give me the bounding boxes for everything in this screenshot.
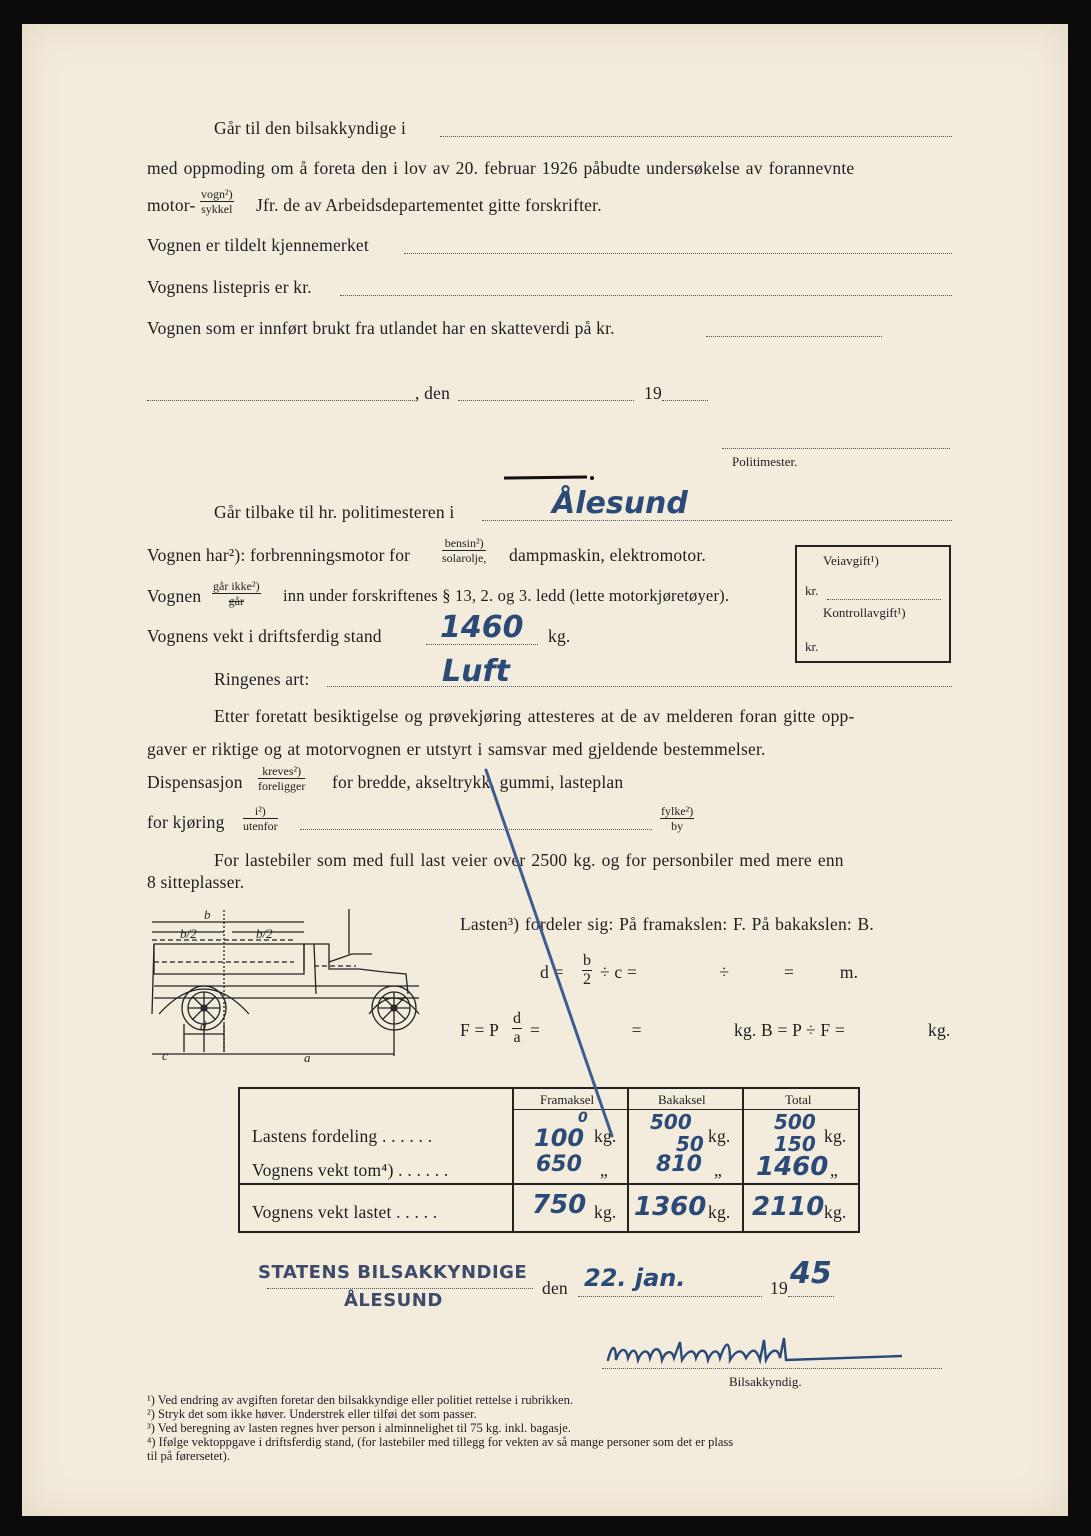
fill-line-place [147, 400, 415, 401]
hw-r3-bak: 1360 [634, 1192, 707, 1222]
stamp-line-2: ÅLESUND [344, 1290, 443, 1311]
kg-r3-fram: kg. [594, 1202, 617, 1222]
document-page [22, 24, 1068, 1516]
kg-r3-tot: kg. [824, 1202, 847, 1222]
hw-r1-fram-top: 0 [578, 1110, 588, 1126]
diagram-label-d: d [200, 1018, 207, 1033]
kg-r1-tot: kg. [824, 1126, 847, 1146]
table-hline-total [238, 1183, 858, 1185]
fraction-kreves-foreligger: kreves²) foreligger [258, 764, 306, 793]
fraction-d-a: $\frac{d}{a}$ [513, 1010, 521, 1046]
hw-r1-bak: 50 [676, 1132, 704, 1156]
label-kr-1: kr. [805, 583, 819, 598]
kg-r1-bak: kg. [708, 1126, 731, 1146]
pen-stroke [472, 764, 632, 1144]
handwritten-alesund: Ålesund [552, 486, 688, 521]
text-bottom-den: den [542, 1278, 568, 1298]
text-line-13: Etter foretatt besiktigelse og prøvekjøring attesteres at de av melderen foran gitte opp- [214, 706, 855, 726]
table-header-framaksel: Framaksel [540, 1092, 595, 1107]
text-line-9b: dampmaskin, elektromotor. [509, 545, 706, 565]
text-line-10a: Vognen [147, 586, 202, 606]
kg-r3-bak: kg. [708, 1202, 731, 1222]
handwritten-vekt: 1460 [440, 610, 524, 645]
fill-line-date [458, 400, 634, 401]
text-line-15b: for bredde, akseltrykk, gummi, lasteplan [332, 772, 624, 792]
diagram-label-a: a [304, 1050, 311, 1064]
fraction-i-utenfor: i²) utenfor [243, 804, 278, 833]
fill-line-skatteverdi [706, 336, 882, 337]
footnote-3: ³) Ved beregning av lasten regnes hver person i alminnelighet til 75 kg. inkl. bagasje. [147, 1421, 571, 1435]
hw-r2-tot: 1460 [756, 1152, 829, 1182]
text-bottom-19: 19 [770, 1278, 788, 1298]
text-kg-end: kg. [928, 1020, 951, 1040]
table-header-bakaksel: Bakaksel [658, 1092, 706, 1107]
hw-year: 45 [790, 1256, 832, 1291]
label-bilsakkyndig: Bilsakkyndig. [729, 1374, 802, 1389]
label-veiavgift: Veiavgift¹) [823, 553, 879, 568]
quote-r2-bak: „ [714, 1160, 722, 1180]
table-row-label-fordeling: Lastens fordeling . . . . . . [252, 1126, 433, 1146]
fill-line-stamp [267, 1288, 533, 1289]
text-line-9a: Vognen har²): forbrenningsmotor for [147, 545, 411, 565]
text-line-12: Ringenes art: [214, 669, 310, 689]
text-line-6: Vognen som er innført brukt fra utlandet har en skatteverdi på kr. [147, 318, 615, 338]
fill-line-signature [602, 1368, 942, 1369]
fill-line-bottom-date [578, 1296, 762, 1297]
text-line-1: Går til den bilsakkyndige i [214, 118, 407, 138]
truck-diagram [144, 904, 444, 1064]
text-line-10b: inn under forskriftenes § 13, 2. og 3. ledd (lette motorkjøretøyer). [283, 586, 730, 605]
hw-r1-bak-top: 500 [650, 1110, 692, 1134]
fraction-bensin-solarolje: bensin²) solarolje, [442, 536, 487, 565]
label-kontrollavgift: Kontrollavgift¹) [823, 605, 906, 620]
text-19: 19 [644, 383, 662, 403]
text-line-2: med oppmoding om å foreta den i lov av 20. februar 1926 påbudte undersøkelse av forannevnte [147, 158, 855, 178]
footnote-4: ⁴) Ifølge vektoppgave i driftsferdig stand, (for lastebiler med tillegg for vekten av så mange personer som det er plass [147, 1435, 734, 1449]
hw-r2-bak: 810 [656, 1152, 702, 1177]
fill-line-kjennemerket [404, 253, 952, 254]
text-line-15a: Dispensasjon [147, 772, 243, 792]
table-header-total: Total [785, 1092, 812, 1107]
fraction-b-2: $\frac{b}{2}$ [583, 952, 591, 988]
footnote-2: ²) Stryk det som ikke høver. Understrek eller tilføi det som passer. [147, 1407, 477, 1421]
handwritten-ringenes: Luft [442, 654, 510, 689]
text-line-17: For lastebiler som med full last veier over 2500 kg. og for personbiler med mere enn [214, 850, 844, 870]
text-kg-b: kg. B = P ÷ F = [734, 1020, 845, 1040]
hw-r3-tot: 2110 [752, 1192, 825, 1222]
label-kr-2: kr. [805, 639, 819, 654]
divider-mark [502, 472, 602, 484]
diagram-label-b2-right: b/2 [256, 926, 273, 941]
text-f-eq: F = P [460, 1020, 500, 1040]
text-d-eq: d = [540, 962, 564, 982]
table-row-label-lastet: Vognens vekt lastet . . . . . [252, 1202, 438, 1222]
text-line-11a: Vognens vekt i driftsferdig stand [147, 626, 382, 646]
hw-r3-fram: 750 [532, 1190, 587, 1220]
quote-r2-tot: „ [830, 1160, 838, 1180]
diagram-label-b2-left: b/2 [180, 926, 197, 941]
fill-line-veiavgift [827, 599, 941, 600]
text-line-14: gaver er riktige og at motorvognen er utstyrt i samsvar med gjeldende bestemmelser. [147, 739, 766, 759]
text-lasten: Lasten³) fordeler sig: På framakslen: F. På bakakslen: B. [460, 914, 874, 934]
text-line-16a: for kjøring [147, 812, 225, 832]
fill-line-ringenes [327, 686, 952, 687]
footnote-1: ¹) Ved endring av avgiften foretar den bilsakkyndige eller politiet rettelse i rubrikken. [147, 1393, 573, 1407]
fee-box [795, 545, 951, 663]
fill-line-politimester [722, 448, 950, 449]
table-row-label-tom: Vognens vekt tom⁴) . . . . . . [252, 1160, 449, 1180]
stamp-line-1: STATENS BILSAKKYNDIGE [258, 1262, 528, 1283]
fill-line-listepris [340, 295, 952, 296]
text-f-rest: = = [530, 1020, 642, 1040]
footnote-4-cont: til på førersetet). [147, 1449, 230, 1463]
kg-r1-fram: kg. [594, 1126, 617, 1146]
hw-date: 22. jan. [584, 1264, 686, 1292]
hw-r2-fram: 650 [536, 1152, 582, 1177]
diagram-label-b: b [204, 907, 211, 922]
fill-line-bilsakkyndige [440, 136, 952, 137]
diagram-label-c: c [162, 1048, 168, 1063]
text-line-3b: Jfr. de av Arbeidsdepartementet gitte forskrifter. [256, 195, 602, 215]
text-line-3a: motor- [147, 195, 196, 215]
hw-r1-tot: 150 [774, 1132, 816, 1156]
text-d-rest: ÷ c = ÷ = m. [600, 962, 859, 982]
text-line-4: Vognen er tildelt kjennemerket [147, 235, 369, 255]
text-line-11b: kg. [548, 626, 571, 646]
hw-r1-tot-top: 500 [774, 1110, 816, 1134]
fill-line-bottom-year [788, 1296, 834, 1297]
text-den: , den [415, 383, 451, 403]
label-politimester: Politimester. [732, 454, 798, 469]
hw-r1-fram: 100 [534, 1124, 585, 1152]
text-line-5: Vognens listepris er kr. [147, 277, 312, 297]
text-line-8: Går tilbake til hr. politimesteren i [214, 502, 455, 522]
fraction-vogn-sykkel: vogn²) sykkel [201, 187, 233, 216]
text-line-18: 8 sitteplasser. [147, 872, 245, 892]
fraction-fylke-by: fylke²) by [661, 804, 694, 833]
fill-line-year [662, 400, 708, 401]
fraction-gar-ikke: går ikke²) går [213, 579, 260, 608]
quote-r2-fram: „ [600, 1160, 608, 1180]
